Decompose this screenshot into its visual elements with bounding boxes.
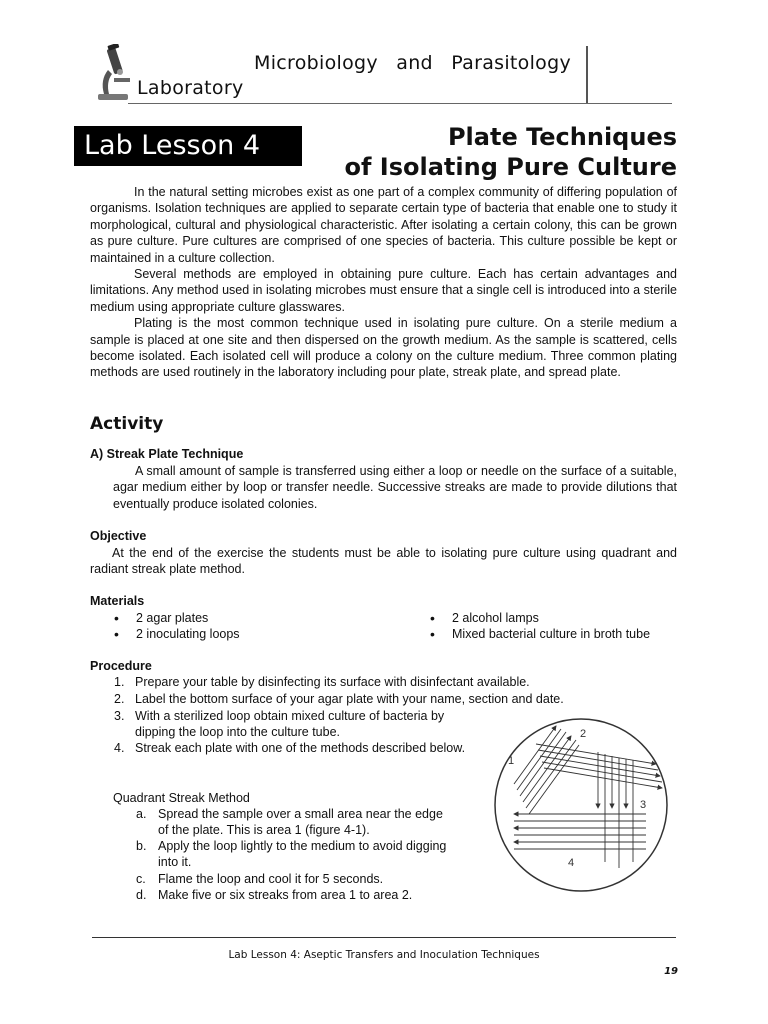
- quadrant-letter: d.: [136, 888, 147, 902]
- quadrant-letter: b.: [136, 839, 147, 853]
- quadrant-step: Make five or six streaks from area 1 to area 2.: [158, 888, 413, 902]
- area-label: 1: [508, 755, 515, 767]
- lesson-badge: Lab Lesson 4: [74, 126, 302, 166]
- materials-heading: Materials: [90, 594, 145, 608]
- intro-paragraph: In the natural setting microbes exist as one part of a complex community of differing population of organisms. Isolation techniques are applied to separate certain type of bacteria that enable one to study it morphological, cultural and physiological characteristic. After isolating a certain colony, this can be grown as pure culture. Pure cultures are comprised of one species of bacteria. This culture possible be kept or maintained in a culture collection.: [90, 185, 677, 265]
- area-label: 2: [580, 728, 587, 740]
- intro-paragraph: Plating is the most common technique used in isolating pure culture. On a sterile medium a sample is placed at one site and then dispersed on the growth medium. As the sample is scattered, cells become isolated. Each isolated cell will produce a colony on the culture medium. Three common plating methods are used routinely in the laboratory including pour plate, streak plate, and spread plate.: [90, 316, 677, 380]
- quadrant-letter: a.: [136, 807, 147, 821]
- area-label: 3: [640, 799, 647, 811]
- procedure-step: With a sterilized loop obtain mixed culture of bacteria by dipping the loop into the culture tube.: [135, 709, 445, 740]
- material-item: • 2 alcohol lamps: [452, 610, 539, 626]
- intro-paragraph: Several methods are employed in obtaining pure culture. Each has certain advantages and limitations. Any method used in isolating microbes must ensure that a single cell is introduced into a sterile medium using appropriate culture glasswares.: [90, 267, 677, 314]
- procedure-number: 4.: [114, 741, 125, 755]
- objective-paragraph: At the end of the exercise the students must be able to isolating pure culture using quadrant and radiant streak plate method.: [90, 546, 677, 577]
- streak-plate-figure: [486, 712, 676, 902]
- area-label: 4: [568, 857, 575, 869]
- procedure-step: Prepare your table by disinfecting its surface with disinfectant available.: [135, 675, 530, 689]
- objective-text: [90, 545, 677, 578]
- procedure-step: Streak each plate with one of the methods described below.: [135, 741, 466, 755]
- material-item: • Mixed bacterial culture in broth tube: [452, 626, 650, 642]
- procedure-heading: Procedure: [90, 659, 152, 673]
- material-item: • 2 inoculating loops: [136, 626, 240, 642]
- header-subtitle: Laboratory: [137, 77, 244, 99]
- procedure-number: 1.: [114, 675, 125, 689]
- page-number: 19: [664, 966, 678, 977]
- quadrant-step: Spread the sample over a small area near the edge of the plate. This is area 1 (figure 4-1).: [158, 807, 443, 838]
- quadrant-letter: c.: [136, 872, 146, 886]
- quadrant-heading: Quadrant Streak Method: [113, 791, 250, 805]
- quadrant-step: Flame the loop and cool it for 5 seconds.: [158, 872, 384, 886]
- activity-heading: Activity: [90, 414, 164, 434]
- lesson-title-line1: Plate Techniques: [447, 123, 677, 151]
- section-a-paragraph: A small amount of sample is transferred using either a loop or needle on the surface of a suitable, agar medium either by loop or transfer needle. Successive streaks are made to provide dilutions that eventually produce isolated colonies.: [113, 464, 677, 511]
- lesson-title-line2: of Isolating Pure Culture: [344, 153, 677, 181]
- header-rule: [128, 103, 672, 104]
- objective-heading: Objective: [90, 529, 147, 543]
- footer-rule: [92, 937, 676, 938]
- procedure-step: Label the bottom surface of your agar plate with your name, section and date.: [135, 692, 564, 706]
- intro-text: [90, 184, 677, 381]
- lesson-title: [345, 122, 677, 182]
- procedure-number: 2.: [114, 692, 125, 706]
- quadrant-step: Apply the loop lightly to the medium to avoid digging into it.: [158, 839, 447, 870]
- section-a-text: [113, 463, 677, 512]
- section-a-title: A) Streak Plate Technique: [90, 447, 244, 461]
- microscope-icon: [94, 44, 134, 102]
- header-title: Microbiology and Parasitology: [254, 52, 571, 74]
- footer-text: Lab Lesson 4: Aseptic Transfers and Inoculation Techniques: [228, 949, 540, 961]
- material-item: • 2 agar plates: [136, 610, 208, 626]
- procedure-number: 3.: [114, 709, 125, 723]
- header-divider: [586, 46, 588, 104]
